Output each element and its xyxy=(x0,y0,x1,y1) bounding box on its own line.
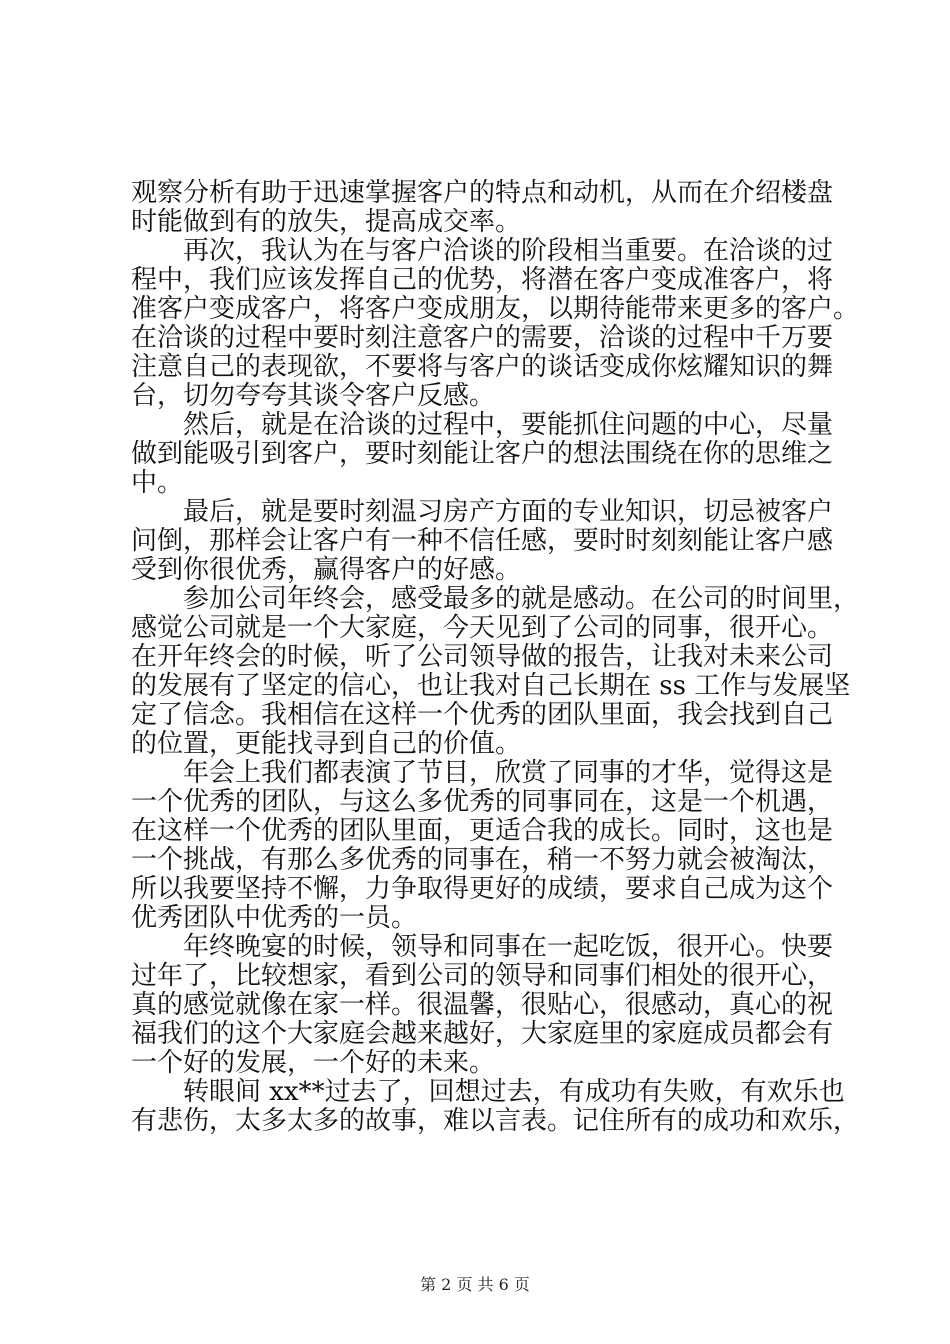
page-number-footer: 第 2 页 共 6 页 xyxy=(420,1275,530,1294)
document-page: 观察分析有助于迅速掌握客户的特点和动机，从而在介绍楼盘 时能做到有的放失，提高成交率。 再次，我认为在与客户洽谈的阶段相当重要。在洽谈的过 程中，我们应该发挥自己的优势，将潜在客户变成准客户，将 准客户变成客户，将客户变成朋友，以期待能带来更多的客户。 在洽谈的过程中要时刻注意客户的需要，洽谈的过程中千万要 注意自己的表现欲，不要将与客户的谈话变成你炫耀知识的舞 台，切勿夸夸其谈令客户反感。 然后，就是在洽谈的过程中，要能抓住问题的中心，尽量 做到能吸引到客户，要时刻能让客户的想法围绕在你的思维之 中。 最后，就是要时刻温习房产方面的专业知识，切忌被客户 问倒，那样会让客户有一种不信任感，要时时刻刻能让客户感 受到你很优秀，赢得客户的好感。 参加公司年终会，感受最多的就是感动。在公司的时间里， 感觉公司就是一个大家庭，今天见到了公司的同事，很开心。 在开年终会的时候，听了公司领导做的报告，让我对未来公司 的发展有了坚定的信心，也让我对自己长期在 ss 工作与发展坚 定了信念。我相信在这样一个优秀的团队里面，我会找到自己 的位置，更能找寻到自己的价值。 年会上我们都表演了节目，欣赏了同事的才华，觉得这是 一个优秀的团队，与这么多优秀的同事同在，这是一个机遇， 在这样一个优秀的团队里面，更适合我的成长。同时，这也是 一个挑战，有那么多优秀的同事在，稍一不努力就会被淘汰， 所以我要坚持不懈，力争取得更好的成绩，要求自己成为这个 优秀团队中优秀的一员。 年终晚宴的时候，领导和同事在一起吃饭，很开心。快要 过年了，比较想家，看到公司的领导和同事们相处的很开心， 真的感觉就像在家一样。很温馨，很贴心，很感动，真心的祝 福我们的这个大家庭会越来越好，大家庭里的家庭成员都会有 一个好的发展，一个好的未来。 转眼间 xx**过去了，回想过去，有成功有失败，有欢乐也 有悲伤，太多太多的故事，难以言表。记住所有的成功和欢乐， 第 2 页 共 6 页 xyxy=(0,0,950,1344)
